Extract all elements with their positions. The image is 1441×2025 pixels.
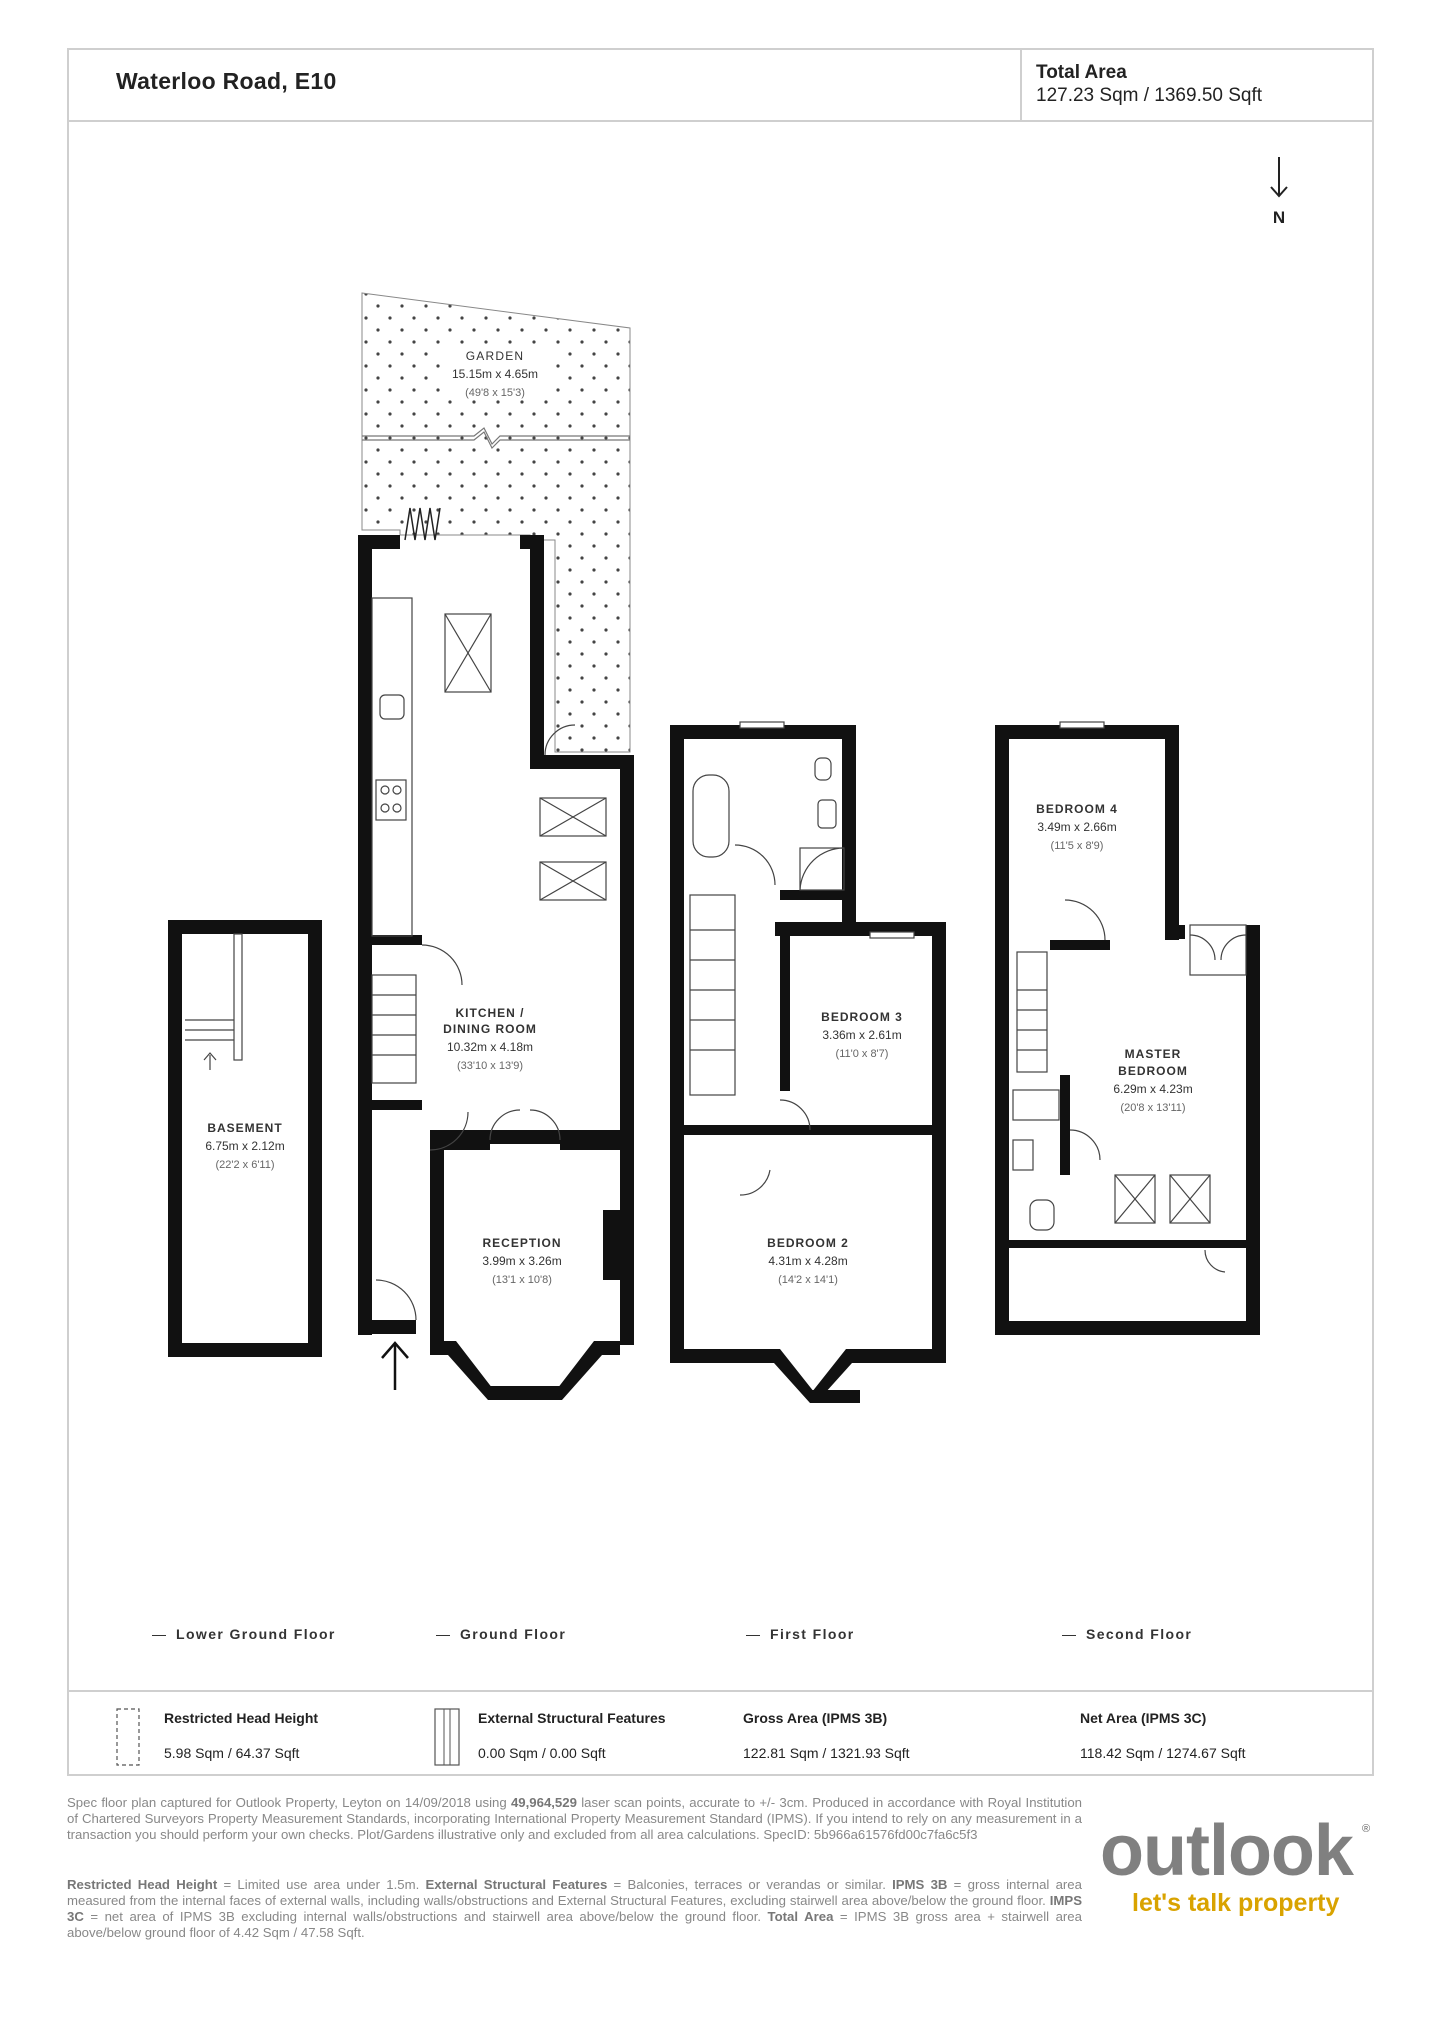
def-term-4: IMPS 3C [67, 1893, 1082, 1924]
external-structural-features-icon [433, 1707, 461, 1767]
legend-external-title: External Structural Features [478, 1710, 666, 1726]
bedroom4-metric: 3.49m x 2.66m [1037, 820, 1117, 834]
master-name-2: BEDROOM [1118, 1064, 1188, 1078]
bedroom4-name: BEDROOM 4 [1036, 802, 1118, 816]
first-floor-plan [670, 725, 946, 1403]
def-desc-5: = IPMS 3B gross area + stairwell area above/below ground floor of 4.42 Sqm / 47.58 Sqft. [67, 1909, 1082, 1940]
restricted-head-height-icon [115, 1707, 141, 1767]
floor-label-ground [436, 1626, 566, 1642]
floor-label-dash [152, 1635, 166, 1637]
bedroom3-name: BEDROOM 3 [821, 1010, 903, 1024]
basement-metric: 6.75m x 2.12m [205, 1139, 285, 1153]
outlook-logo [1100, 1811, 1380, 1918]
reception-imperial: (13'1 x 10'8) [492, 1274, 552, 1286]
legend-gross-value: 122.81 Sqm / 1321.93 Sqft [743, 1745, 910, 1761]
garden-metric: 15.15m x 4.65m [451, 367, 539, 381]
legend-net-value: 118.42 Sqm / 1274.67 Sqft [1080, 1745, 1246, 1761]
floor-label-dash [1062, 1635, 1076, 1637]
disclaimer-paragraph [67, 1795, 1082, 1843]
kitchen-name-2: DINING ROOM [443, 1022, 537, 1036]
master-name-1: MASTER [1124, 1047, 1182, 1061]
legend-divider [67, 1690, 1374, 1692]
def-term-3: IPMS 3B [892, 1877, 948, 1892]
floor-label-lower-ground [152, 1626, 336, 1642]
master-imperial: (20'8 x 13'11) [1120, 1102, 1186, 1114]
bedroom3-metric: 3.36m x 2.61m [822, 1028, 902, 1042]
def-desc-4: = net area of IPMS 3B excluding internal walls/obstructions and stairwell area above/below the ground floor. [83, 1909, 768, 1924]
floor-label-text: First Floor [770, 1626, 855, 1642]
floor-label-second [1062, 1626, 1192, 1642]
legend-external-value: 0.00 Sqm / 0.00 Sqft [478, 1745, 606, 1761]
def-term-1: Restricted Head Height [67, 1877, 218, 1892]
bedroom2-metric: 4.31m x 4.28m [768, 1254, 848, 1268]
legend-restricted-title: Restricted Head Height [164, 1710, 319, 1726]
disclaimer-scan-points: 49,964,529 [510, 1795, 577, 1810]
bedroom4-imperial: (11'5 x 8'9) [1050, 840, 1104, 852]
master-metric: 6.29m x 4.23m [1113, 1082, 1193, 1096]
kitchen-imperial: (33'10 x 13'9) [457, 1060, 523, 1072]
compass-label: N [1272, 208, 1286, 227]
property-address: Waterloo Road, E10 [116, 68, 337, 94]
garden-name: GARDEN [465, 349, 525, 363]
legend-restricted-value: 5.98 Sqm / 64.37 Sqft [164, 1745, 300, 1761]
legend-gross-title: Gross Area (IPMS 3B) [743, 1710, 888, 1726]
basement-imperial: (22'2 x 6'11) [215, 1159, 275, 1171]
def-desc-2: = Balconies, terraces or verandas or similar. [607, 1877, 893, 1892]
floor-label-first [746, 1626, 855, 1642]
basement-name: BASEMENT [207, 1121, 283, 1135]
reception-metric: 3.99m x 3.26m [482, 1254, 562, 1268]
floor-label-text: Lower Ground Floor [176, 1626, 336, 1642]
def-desc-3: = gross internal area measured from the internal faces of external walls, including walls/obstructions and External Structural Features, excluding stairwell area above/below the ground floor. [67, 1877, 1082, 1908]
floor-label-dash [436, 1635, 450, 1637]
bedroom3-imperial: (11'0 x 8'7) [835, 1048, 889, 1060]
def-desc-1: = Limited use area under 1.5m. [217, 1877, 426, 1892]
kitchen-metric: 10.32m x 4.18m [446, 1040, 534, 1054]
bedroom2-imperial: (14'2 x 14'1) [778, 1274, 838, 1286]
bedroom2-name: BEDROOM 2 [767, 1236, 849, 1250]
total-area-value: 127.23 Sqm / 1369.50 Sqft [1036, 85, 1263, 106]
reception-name: RECEPTION [482, 1236, 562, 1250]
total-area-title: Total Area [1036, 62, 1127, 83]
floor-label-text: Second Floor [1086, 1626, 1193, 1642]
floor-label-dash [746, 1635, 760, 1637]
logo-tagline: let's talk property [1132, 1889, 1340, 1917]
def-term-5: Total Area [767, 1909, 834, 1924]
first-floor-fixtures [690, 722, 914, 1195]
legend-net-title: Net Area (IPMS 3C) [1080, 1710, 1207, 1726]
definitions-paragraph [67, 1877, 1082, 1941]
logo-registered-mark: ® [1362, 1823, 1371, 1835]
logo-wordmark: outlook [1100, 1811, 1353, 1891]
garden-imperial: (49'8 x 15'3) [465, 387, 525, 399]
disclaimer-text-b: laser scan points, accurate to +/- 3cm. Produced in accordance with Royal Institution of Chartered Surveyors Property Measurement Standards, incorporating International Property Measurement Standard (IPMS). If you intend to rely on any measurement in a transaction you should perform your own checks. Plot/Gardens illustrative only and excluded from all area calculations. SpecID: 5b966a61576fd00c7fa6c5f3 [67, 1795, 1082, 1842]
kitchen-name-1: KITCHEN / [455, 1006, 525, 1020]
floor-label-text: Ground Floor [460, 1626, 567, 1642]
basement-stairs [185, 934, 242, 1070]
room-labels [205, 349, 1192, 1286]
disclaimer-text-a: Spec floor plan captured for Outlook Property, Leyton on 14/09/2018 using [67, 1795, 511, 1810]
def-term-2: External Structural Features [425, 1877, 608, 1892]
